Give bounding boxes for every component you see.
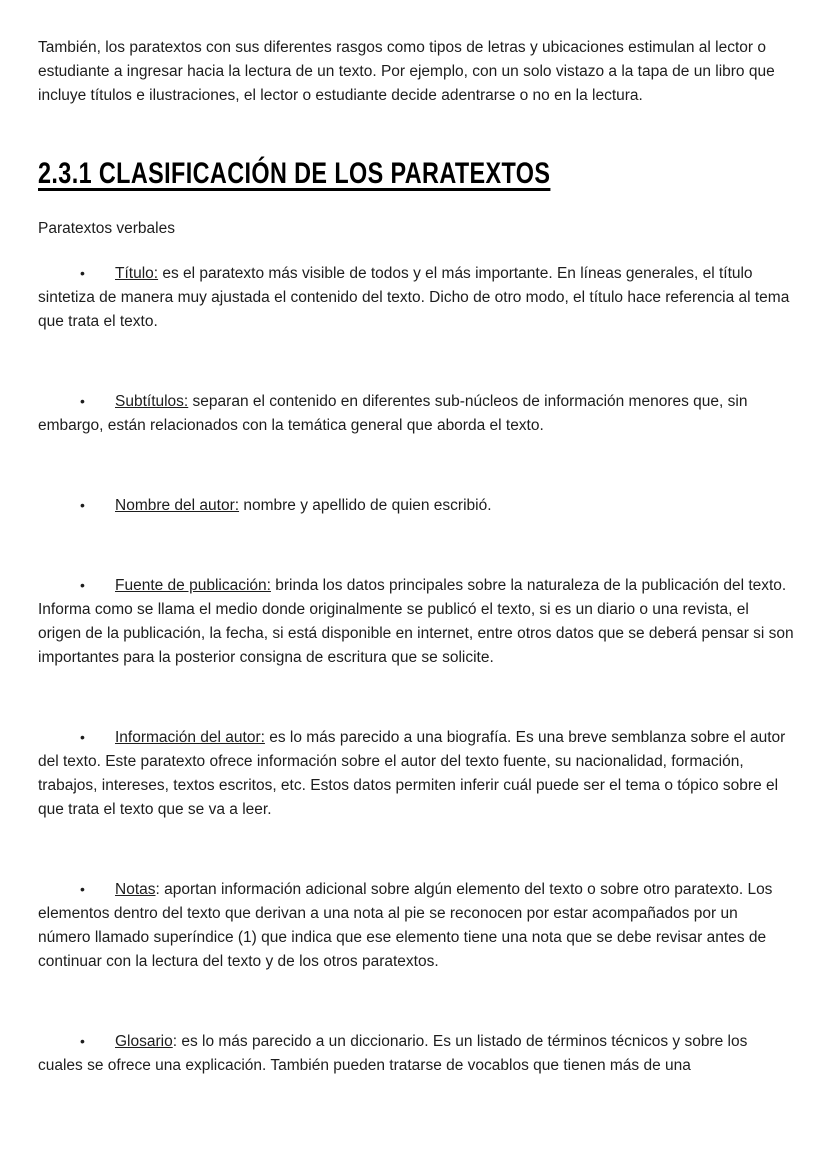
bullet-icon: •: [80, 1033, 85, 1049]
bullet-text: brinda los datos principales sobre la naturaleza de la publicación del texto. Informa como se llama el medio donde originalmente se publicó el texto, si es un diario o una revista, el origen de la publicación, la fecha, si está disponible en internet, entre otros datos que se deberá pensar si son importantes para la posterior consigna de escritura que se solicite.: [38, 577, 794, 666]
intro-paragraph: También, los paratextos con sus diferentes rasgos como tipos de letras y ubicaciones estimulan al lector o estudiante a ingresar hacia la lectura de un texto. Por ejemplo, con un solo vistazo a la tapa de un libro que incluye títulos e ilustraciones, el lector o estudiante decide adentrarse o no en la lectura.: [38, 39, 775, 104]
bullet-text: nombre y apellido de quien escribió.: [239, 497, 492, 514]
list-item-subtitulos: [38, 389, 794, 438]
section-heading: [38, 156, 794, 193]
bullet-term: Información del autor:: [115, 729, 265, 746]
bullet-term: Título:: [115, 265, 159, 282]
subheading-paratextos-verbales: Paratextos verbales: [38, 220, 175, 237]
list-item-fuente-de-publicacion: [38, 573, 794, 670]
bullet-text: es el paratexto más visible de todos y el más importante. En líneas generales, el título sintetiza de manera muy ajustada el contenido del texto. Dicho de otro modo, el título hace referencia al tema que trata el texto.: [38, 265, 790, 330]
bullet-term: Subtítulos:: [115, 393, 189, 410]
bullet-icon: •: [80, 265, 85, 281]
bullet-text: : aportan información adicional sobre algún elemento del texto o sobre otro paratexto. Los elementos dentro del texto que derivan a una nota al pie se reconocen por estar acompañados por un número llamado superíndice (1) que indica que ese elemento tiene una nota que se debe revisar antes de continuar con la lectura del texto y de los otros paratextos.: [38, 881, 773, 970]
bullet-term: Nombre del autor:: [115, 497, 240, 514]
bullet-text: es lo más parecido a una biografía. Es una breve semblanza sobre el autor del texto. Este paratexto ofrece información sobre el autor del texto fuente, su nacionalidad, formación, trabajos, intereses, textos escritos, etc. Estos datos permiten inferir cuál puede ser el tema o tópico sobre el que trata el texto que se va a leer.: [38, 729, 786, 818]
bullet-text: separan el contenido en diferentes sub-núcleos de información menores que, sin embargo, están relacionados con la temática general que aborda el texto.: [38, 393, 748, 434]
list-item-glosario: [38, 1029, 794, 1078]
bullet-term: Fuente de publicación:: [115, 577, 271, 594]
bullet-icon: •: [80, 729, 85, 745]
list-item-notas: [38, 877, 794, 974]
bullet-icon: •: [80, 497, 85, 513]
list-item-informacion-del-autor: [38, 725, 794, 822]
bullet-icon: •: [80, 881, 85, 897]
bullet-icon: •: [80, 393, 85, 409]
bullet-term: Glosario: [115, 1033, 173, 1050]
bullet-text: : es lo más parecido a un diccionario. Es un listado de términos técnicos y sobre los cuales se ofrece una explicación. También pueden tratarse de vocablos que tienen más de una: [38, 1033, 748, 1074]
bullet-icon: •: [80, 577, 85, 593]
list-item-nombre-del-autor: [38, 493, 794, 518]
section-heading-text: 2.3.1 CLASIFICACIÓN DE LOS PARATEXTOS: [38, 157, 551, 190]
bullet-term: Notas: [115, 881, 156, 898]
list-item-titulo: [38, 261, 794, 334]
